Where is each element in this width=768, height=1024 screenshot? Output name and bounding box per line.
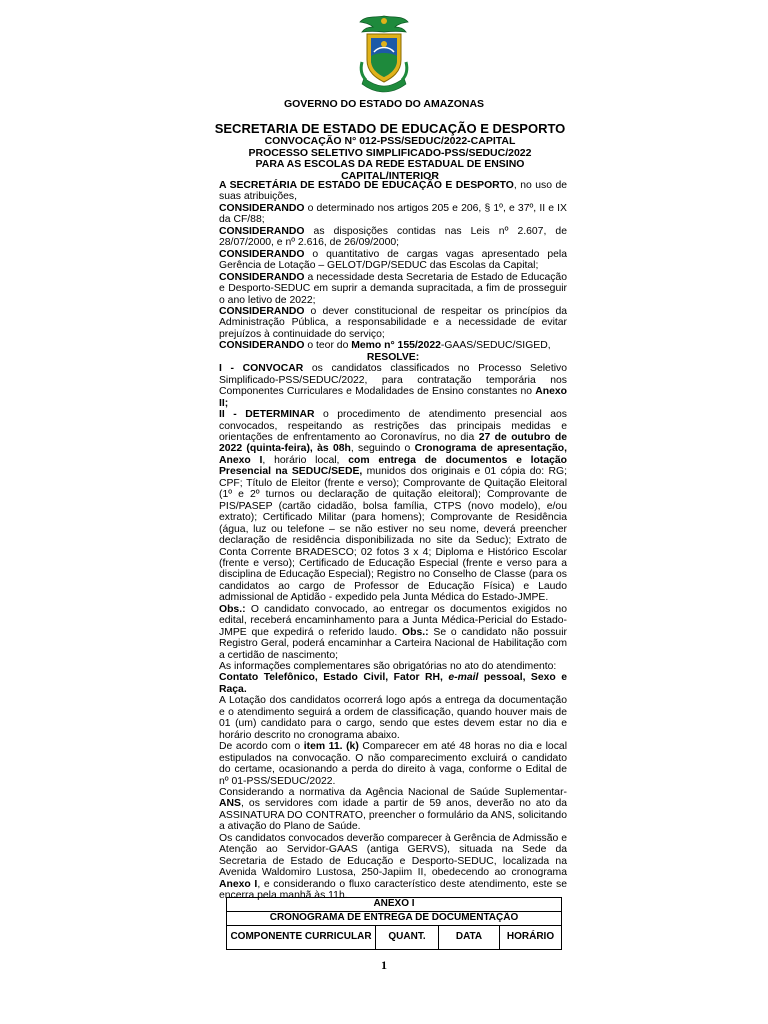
document-body [219, 180, 567, 902]
info-paragraph: As informações complementares são obrigatórias no ato do atendimento: [219, 661, 557, 673]
info-required-fields: Contato Telefônico, Estado Civil, Fator RH, e-mail pessoal, Sexo e Raça. [219, 672, 568, 695]
annex-table [226, 897, 562, 950]
column-header-horario: HORÁRIO [500, 926, 562, 950]
document-header [200, 121, 580, 182]
page-number: 1 [381, 958, 387, 972]
gaas-paragraph: Os candidatos convocados deverão comparecer à Gerência de Admissão e Atenção ao Servidor-GAAS (antiga GERVS), situada na Sede da Secretaria de Estado de Educação e Desporto-SEDUC, localizada na Avenida Waldomiro Lustosa, 250-Japiim II, obedecendo ao cronograma Anexo I, e considerando o fluxo característico deste atendimento, este se encerra pela manhã às 11h. [219, 832, 567, 902]
annex-title: ANEXO I [227, 898, 562, 912]
considerando-memo: CONSIDERANDO o teor do Memo n° 155/2022-GAAS/SEDUC/SIGED, [219, 340, 551, 352]
schools-line-2: CAPITAL/INTERIOR [341, 169, 439, 182]
government-name: GOVERNO DO ESTADO DO AMAZONAS [283, 98, 485, 110]
column-header-componente: COMPONENTE CURRICULAR [227, 926, 376, 950]
schools-line-1: PARA AS ESCOLAS DA REDE ESTADUAL DE ENSINO [255, 158, 525, 171]
resolve-heading: RESOLVE: [366, 351, 420, 363]
process-title: PROCESSO SELETIVO SIMPLIFICADO-PSS/SEDUC/2022 [248, 146, 532, 159]
item-2-determinar: II - DETERMINAR o procedimento de atendimento presencial aos convocados, respeitando as restrições das principais medidas e orientações de enfrentamento ao Coronavírus, no dia 27 de outubro de 2022 (quinta-feira), às 08h, seguindo o Cronograma de apresentação, Anexo I, horário local, com entrega de documentos e lotação Presencial na SEDUC/SEDE, munidos dos originais e 01 cópia do: RG; CPF; Título de Eleitor (frente e verso); Comprovante de Quitação Eleitoral (1º e 2º turnos ou declaração de quitação eleitoral); Comprovante de PIS/PASEP (cartão cidadão, bolsa família, CTPS (novo modelo), e/ou extrato); Certificado Militar (para homens); Comprovante de Residência (água, luz ou telefone – se não estiver no seu nome, deverá preencher declaração de residência disponibilizada no site da Seduc); Extrato de Conta Corrente BRADESCO; 02 fotos 3 x 4; Diploma e Histórico Escolar (frente e verso); Certificado de Educação Especial (frente e verso para a disciplina de Educação Especial); Registro no Conselho de Classe (para os candidatos ao cargo de Professor de Educação Física) e Laudo admissional de Aptidão - expedido pela Junta Médica do Estado-JMPE. [219, 409, 568, 604]
intro-paragraph: A SECRETÁRIA DE ESTADO DE EDUCAÇÃO E DESPORTO, no uso de suas atribuições, [219, 180, 568, 203]
considerando-1: CONSIDERANDO o determinado nos artigos 205 e 206, § 1º, e 37º, II e IX da CF/88; [219, 202, 567, 226]
considerando-4: CONSIDERANDO a necessidade desta Secretaria de Estado de Educação e Desporto-SEDUC em suprir a demanda supracitada, a fim de prosseguir o ano letivo de 2022; [219, 271, 567, 306]
obs-paragraph: Obs.: O candidato convocado, ao entregar os documentos exigidos no edital, receberá encaminhamento para a Junta Médica-Pericial do Estado-JMPE que expedirá o referido laudo. Obs.: Se o candidato não possuir Registro Geral, poderá encaminhar a Carteira Nacional de Habilitação com a certidão de nascimento; [219, 603, 567, 661]
convocation-number: CONVOCAÇÃO N° 012-PSS/SEDUC/2022-CAPITAL [264, 135, 516, 147]
ans-paragraph: Considerando a normativa da Agência Nacional de Saúde Suplementar-ANS, os servidores com idade a partir de 59 anos, deverão no ato da ASSINATURA DO CONTRATO, preencher o formulário da ANS, solicitando a ativação do Plano de Saúde. [219, 787, 567, 833]
item-11-paragraph: De acordo com o item 11. (k) Comparecer em até 48 horas no dia e local estipulados na convocação. O não comparecimento excluirá o candidato do certame, ocasionando a perda do direito à vaga, conforme o Edital de nº 01-PSS/SEDUC/2022. [219, 741, 567, 787]
column-header-data: DATA [439, 926, 500, 950]
item-1-convocar: I - CONVOCAR os candidatos classificados no Processo Seletivo Simplificado-PSS/SEDUC/2022, para contratação temporária nos Componentes Curriculares e Modalidades de Ensino constantes no Anexo II; [219, 363, 567, 409]
considerando-5: CONSIDERANDO o dever constitucional de respeitar os princípios da Administração Pública, a responsabilidade e a necessidade de evitar prejuízos à continuidade do serviço; [219, 305, 567, 340]
considerando-2: CONSIDERANDO as disposições contidas nas Leis nº 2.607, de 28/07/2000, e nº 2.616, de 26/09/2000; [219, 225, 567, 249]
considerando-3: CONSIDERANDO o quantitativo de cargas vagas apresentado pela Gerência de Lotação – GELOT/DGP/SEDUC das Escolas da Capital; [219, 248, 567, 272]
annex-subtitle: CRONOGRAMA DE ENTREGA DE DOCUMENTAÇÃO [227, 912, 562, 926]
amazonas-coat-of-arms-icon [356, 12, 412, 94]
lotacao-paragraph: A Lotação dos candidatos ocorrerá logo após a entrega da documentação e o atendimento seguirá a ordem de classificação, quando houver mais de 01 (um) candidato para o cargo, sendo que estes devem estar no dia e horário descrito no cronograma abaixo. [219, 695, 567, 741]
secretariat-title: SECRETARIA DE ESTADO DE EDUCAÇÃO E DESPORTO [214, 121, 566, 136]
column-header-quant: QUANT. [376, 926, 439, 950]
